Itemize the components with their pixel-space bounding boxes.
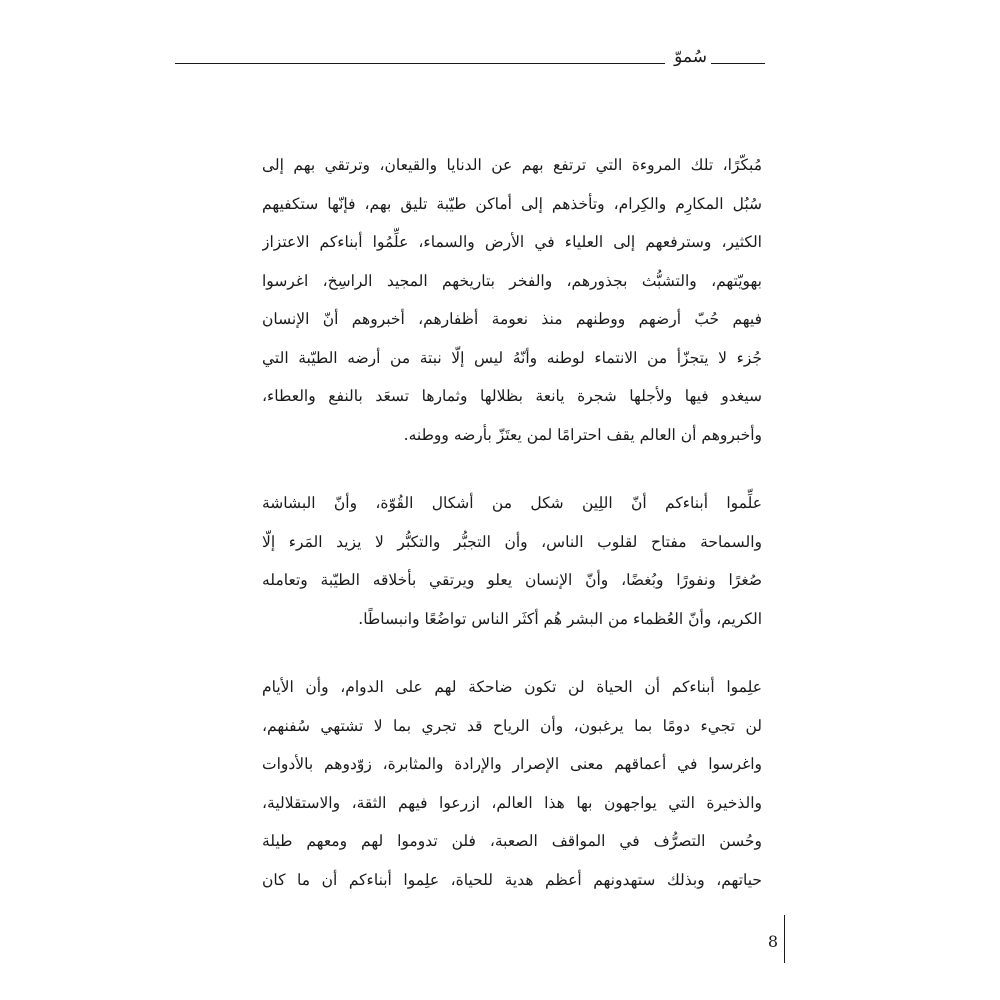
page-number: 8 (767, 932, 779, 951)
text-line: سيغدو فيها ولأجلها شجرة يانعة بظلالها وثمارها تسعَد بالنفع والعطاء، (262, 387, 762, 405)
paragraph-1 (262, 146, 762, 454)
text-line: حياتهم، وبذلك ستهدونهم أعظم هدية للحياة، علِموا أبناءكم أن ما كان (262, 870, 762, 889)
text-line: صُغرًا ونفورًا وبُغضًا، وأنّ الإنسان يعلو ويرتقي بأخلاقه الطيّبة وتعامله (262, 571, 762, 589)
header-short-rule (711, 63, 765, 64)
running-head-title: سُموّ (674, 47, 707, 67)
text-line: لن تجيء دومًا بما يرغبون، وأن الرياح قد تجري بما لا تشتهي سُفنهم، (262, 716, 762, 735)
running-head (175, 44, 765, 74)
text-line: مُبكّرًا، تلك المروءة التي ترتفع بهم عن الدنايا والقيعان، وترتقي بهم إلى (262, 156, 762, 174)
text-line: علِموا أبناءكم أن الحياة لن تكون ضاحكة لهم على الدوام، وأن الأيام (262, 678, 762, 696)
body-text (262, 146, 762, 899)
text-line: الكثير، وسترفعهم إلى العلياء في الأرض والسماء، علِّمُوا أبناءكم الاعتزاز (262, 233, 762, 251)
page-number-rule (784, 915, 785, 963)
text-line: والذخيرة التي يواجهون بها هذا العالم، ازرعوا فيهم الثقة، والاستقلالية، (262, 793, 762, 812)
text-line: جُزء لا يتجزّأ من الانتماء لوطنه وأنّهُ ليس إلّا نبتة من أرضه الطيّبة التي (262, 348, 762, 367)
text-line: وحُسن التصرُّف في المواقف الصعبة، فلن تدوموا لهم ومعهم طيلة (262, 832, 762, 850)
text-line: وأخبروهم أن العالم يقف احترامًا لمن يعتَزّ بأرضه ووطنه. (403, 425, 762, 444)
text-line: واغرسوا في أعماقهم معنى الإصرار والإرادة والمثابرة، زوّدوهم بالأدوات (262, 755, 762, 773)
text-line: سُبُل المكارِم والكِرام، وتأخذهم إلى أماكن طيّبة تليق بهم، فإنّها ستكفيهم (262, 194, 762, 213)
text-line: والسماحة مفتاح لقلوب الناس، وأن التجبُّر والتكبُّر لا يزيد المَرء إلّا (262, 532, 762, 551)
paragraph-2 (262, 484, 762, 638)
text-line: فيهم حُبّ أرضهم ووطنهم منذ نعومة أظفارهم، أخبروهم أنّ الإنسان (262, 310, 762, 328)
text-line: علِّموا أبناءكم أنّ اللِين شكل من أشكال القُوّة، وأنّ البشاشة (262, 494, 762, 512)
text-line: الكريم، وأنّ العُظماء من البشر هُم أكثَر الناس تواضُعًا وانبساطًا. (358, 609, 762, 628)
paragraph-3 (262, 668, 762, 899)
header-long-rule (175, 63, 665, 64)
text-line: بهويّتهم، والتشبُّث بجذورهم، والفخر بتاريخهم المجيد الراسِخ، اغرسوا (262, 271, 762, 290)
